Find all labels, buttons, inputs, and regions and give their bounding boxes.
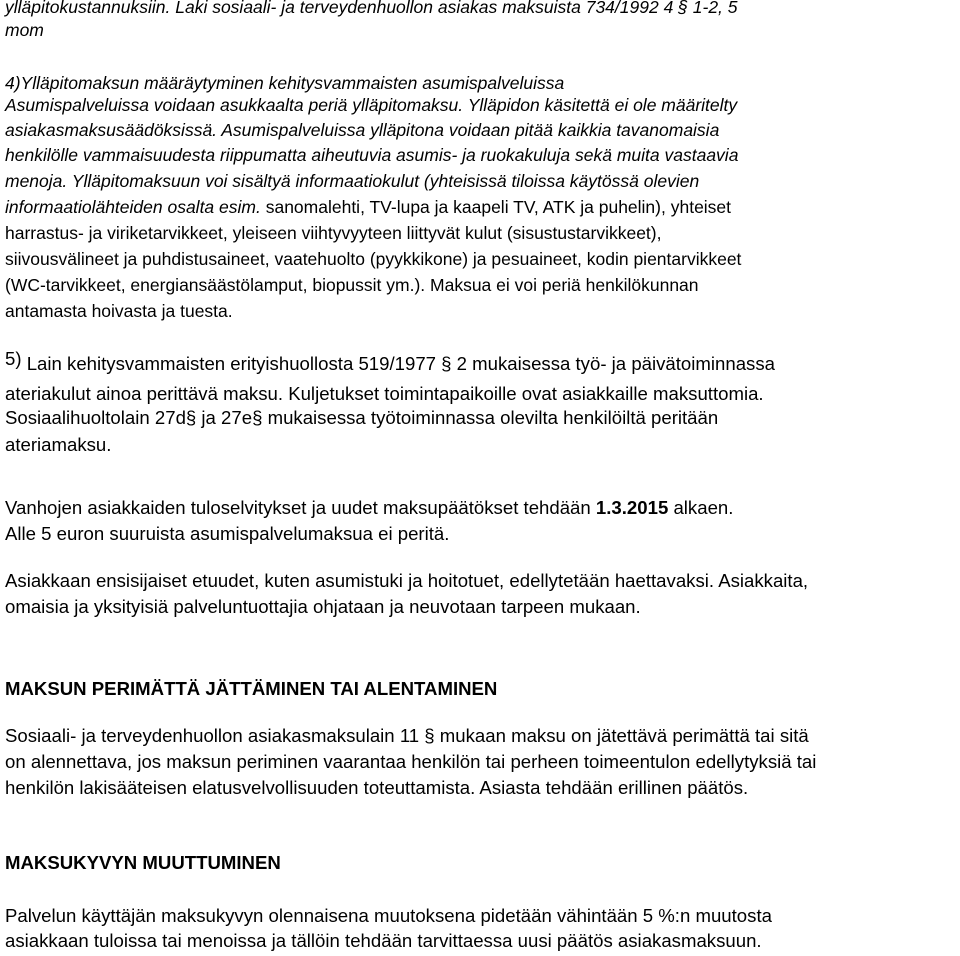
section-heading: MAKSUN PERIMÄTTÄ JÄTTÄMINEN TAI ALENTAMINEN <box>5 678 498 699</box>
text-line: Sosiaali- ja terveydenhuollon asiakasmaksulain 11 § mukaan maksu on jätettävä perimättä tai sitä <box>5 725 809 746</box>
text-line: asiakkaan tuloissa tai menoissa ja tällöin tehdään tarvittaessa uusi päätös asiakasmaksuun. <box>5 930 762 951</box>
notice-line <box>5 496 733 520</box>
text-line: ylläpitokustannuksiin. Laki sosiaali- ja terveydenhuollon asiakas maksuista 734/1992 4 § 1-2, 5 <box>5 0 738 17</box>
text-segment: sanomalehti, TV-lupa ja kaapeli TV, ATK ja puhelin), yhteiset <box>260 197 732 217</box>
text-segment-italic: informaatiolähteiden osalta esim. <box>5 197 261 217</box>
section-4-title: 4)Ylläpitomaksun määräytyminen kehitysvammaisten asumispalveluissa <box>5 73 565 93</box>
section-number: 5) <box>5 348 22 369</box>
text-line: Asumispalveluissa voidaan asukkaalta periä ylläpitomaksu. Ylläpidon käsitettä ei ole määritelty <box>5 95 738 115</box>
text-line: Alle 5 euron suuruista asumispalvelumaksua ei peritä. <box>5 523 450 544</box>
text-line: Sosiaalihuoltolain 27d§ ja 27e§ mukaisessa työtoiminnassa olevilta henkilöiltä peritään <box>5 407 719 428</box>
text-segment: Vanhojen asiakkaiden tuloselvitykset ja uudet maksupäätökset tehdään <box>5 497 596 518</box>
text-line: (WC-tarvikkeet, energiansäästölamput, biopussit ym.). Maksua ei voi periä henkilökunnan <box>5 275 699 295</box>
text-line: omaisia ja yksityisiä palveluntuottajia ohjataan ja neuvotaan tarpeen mukaan. <box>5 596 641 617</box>
section-heading: MAKSUKYVYN MUUTTUMINEN <box>5 852 281 873</box>
text-line: harrastus- ja viriketarvikkeet, yleiseen viihtyvyyteen liittyvät kulut (sisustustarvikkeet), <box>5 223 662 243</box>
text-line: antamasta hoivasta ja tuesta. <box>5 301 233 321</box>
text-line: on alennettava, jos maksun periminen vaarantaa henkilön tai perheen toimeentulon edellytyksiä tai <box>5 751 817 772</box>
section-5-line <box>5 348 775 376</box>
text-line: ateriakulut ainoa perittävä maksu. Kuljetukset toimintapaikoille ovat asiakkaille maksuttomia. <box>5 383 764 404</box>
text-line: asiakasmaksusäädöksissä. Asumispalveluissa ylläpitona voidaan pitää kaikkia tavanomaisia <box>5 120 720 140</box>
text-segment: Lain kehitysvammaisten erityishuollosta 519/1977 § 2 mukaisessa työ- ja päivätoiminnassa <box>21 353 775 374</box>
text-segment: alkaen. <box>668 497 734 518</box>
text-line: mom <box>5 20 44 40</box>
text-line: henkilölle vammaisuudesta riippumatta aiheutuvia asumis- ja ruokakuluja sekä muita vastaavia <box>5 145 739 165</box>
text-line: Asiakkaan ensisijaiset etuudet, kuten asumistuki ja hoitotuet, edellytetään haettavaksi. Asiakkaita, <box>5 570 809 591</box>
effective-date: 1.3.2015 <box>595 497 669 518</box>
text-line: Palvelun käyttäjän maksukyvyn olennaisena muutoksena pidetään vähintään 5 %:n muutosta <box>5 905 772 926</box>
text-line: ateriamaksu. <box>5 434 112 455</box>
text-line: siivousvälineet ja puhdistusaineet, vaatehuolto (pyykkikone) ja pesuaineet, kodin pientarvikkeet <box>5 249 742 269</box>
text-line <box>5 196 731 218</box>
text-line: henkilön lakisääteisen elatusvelvollisuuden toteuttamista. Asiasta tehdään erillinen päätös. <box>5 777 749 798</box>
text-line: menoja. Ylläpitomaksuun voi sisältyä informaatiokulut (yhteisissä tiloissa käytössä olevien <box>5 171 700 191</box>
